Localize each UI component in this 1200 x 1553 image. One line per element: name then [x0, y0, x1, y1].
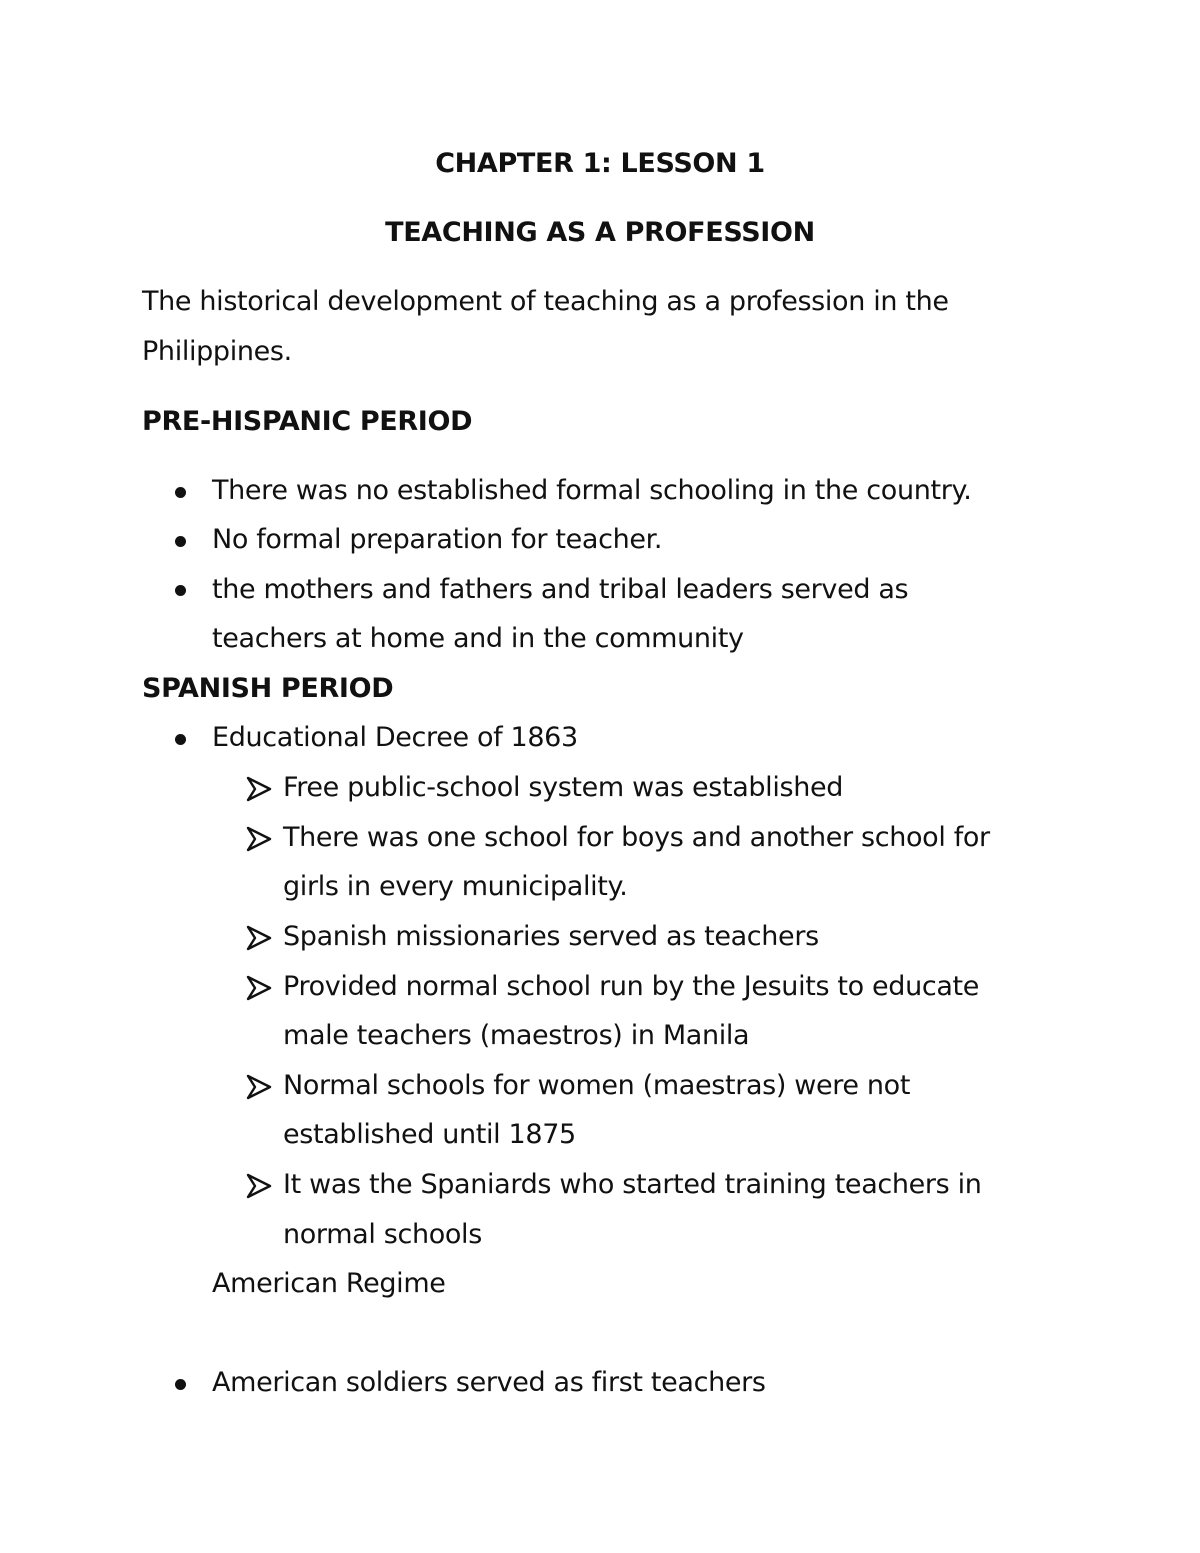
- arrowhead-bullet-icon: [246, 925, 272, 951]
- chapter-title: CHAPTER 1: LESSON 1: [435, 148, 765, 179]
- american-item-1: American soldiers served as first teachers: [212, 1367, 766, 1398]
- spanish-sub-item-3: Spanish missionaries served as teachers: [283, 921, 819, 952]
- pre-hispanic-item-2: No formal preparation for teacher.: [212, 524, 663, 555]
- spanish-sub-item-2-line-1: There was one school for boys and another school for: [283, 822, 990, 853]
- spanish-sub-item-5-line-2: established until 1875: [283, 1119, 576, 1150]
- spanish-sub-item-6-line-2: normal schools: [283, 1219, 482, 1250]
- bullet-icon: [175, 487, 186, 498]
- arrowhead-bullet-icon: [246, 776, 272, 802]
- spanish-decree: Educational Decree of 1863: [212, 722, 578, 753]
- arrowhead-bullet-icon: [246, 975, 272, 1001]
- bullet-icon: [175, 734, 186, 745]
- pre-hispanic-item-3-line-2: teachers at home and in the community: [212, 623, 744, 654]
- pre-hispanic-item-3-line-1: the mothers and fathers and tribal leaders served as: [212, 574, 909, 605]
- arrowhead-bullet-icon: [246, 1074, 272, 1100]
- spanish-heading: SPANISH PERIOD: [142, 673, 394, 704]
- spanish-sub-item-1: Free public-school system was established: [283, 772, 844, 803]
- pre-hispanic-item-1: There was no established formal schooling in the country.: [212, 475, 972, 506]
- intro-line-1: The historical development of teaching as a profession in the: [142, 286, 949, 317]
- bullet-icon: [175, 585, 186, 596]
- arrowhead-bullet-icon: [246, 1173, 272, 1199]
- spanish-sub-item-5-line-1: Normal schools for women (maestras) were not: [283, 1070, 911, 1101]
- spanish-sub-item-6-line-1: It was the Spaniards who started training teachers in: [283, 1169, 982, 1200]
- arrowhead-bullet-icon: [246, 826, 272, 852]
- bullet-icon: [175, 1379, 186, 1390]
- intro-line-2: Philippines.: [142, 336, 292, 367]
- american-heading: American Regime: [212, 1268, 446, 1299]
- spanish-sub-item-4-line-1: Provided normal school run by the Jesuits to educate: [283, 971, 980, 1002]
- bullet-icon: [175, 536, 186, 547]
- pre-hispanic-heading: PRE-HISPANIC PERIOD: [142, 406, 473, 437]
- spanish-sub-item-4-line-2: male teachers (maestros) in Manila: [283, 1020, 750, 1051]
- spanish-sub-item-2-line-2: girls in every municipality.: [283, 871, 628, 902]
- lesson-title: TEACHING AS A PROFESSION: [385, 217, 815, 248]
